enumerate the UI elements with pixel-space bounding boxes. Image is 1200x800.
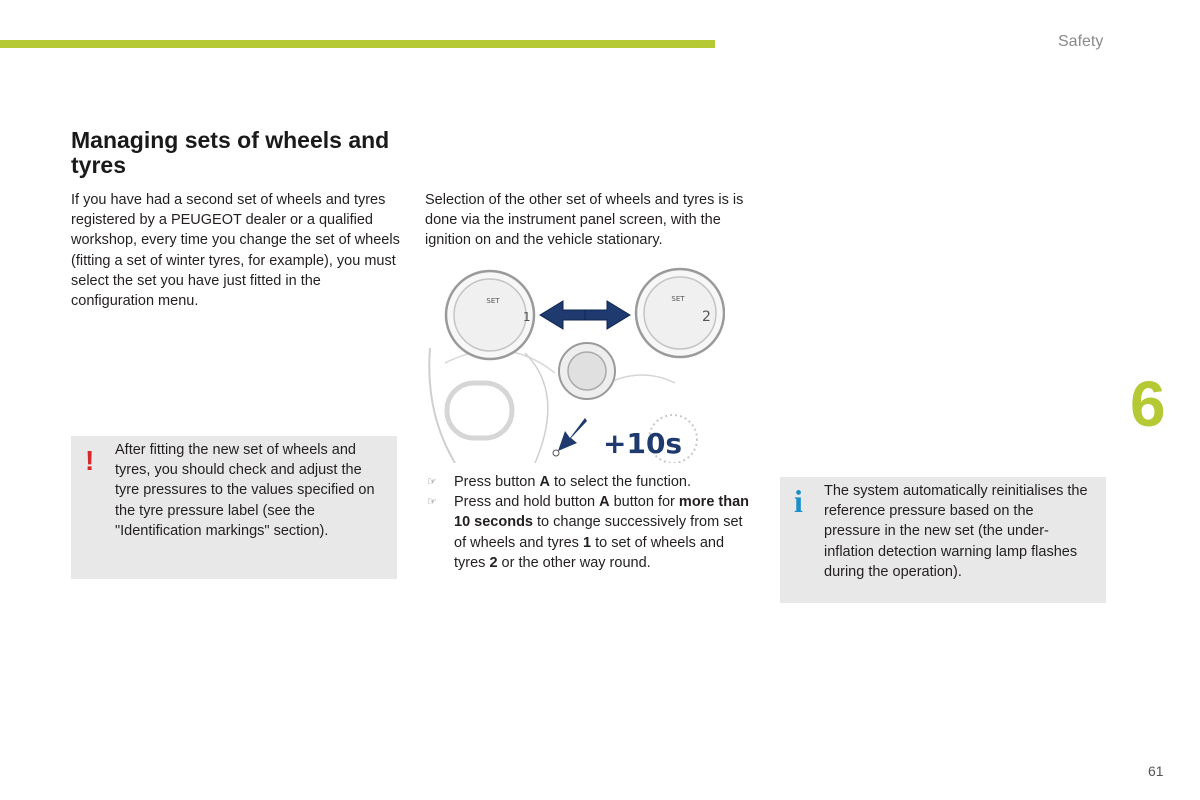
panel-arc [525, 353, 548, 463]
left-dial-label: SET [486, 297, 500, 305]
step-arrow-icon: ☞ [427, 476, 437, 488]
instruction-steps [425, 472, 755, 573]
timer-badge: +10s [603, 427, 683, 460]
step-arrow-icon: ☞ [427, 496, 437, 509]
press-arrow-icon [558, 418, 587, 451]
section-title: Safety [1058, 33, 1104, 50]
press-point [553, 450, 559, 456]
info-notice [780, 477, 1106, 603]
info-icon: i [794, 483, 803, 519]
page-title: Managing sets of wheels and tyres [71, 127, 390, 178]
selection-paragraph: Selection of the other set of wheels and tyres is is done via the instrument panel screen, with the ignition on and the vehicle stationary. [425, 192, 744, 249]
exclamation-icon: ! [85, 445, 95, 476]
info-text: The system automatically reinitialises the reference pressure based on the pressure in the new set (the under-inflation detection warning lamp flashes during the operation). [824, 483, 1088, 580]
right-arrow-icon [585, 301, 630, 329]
page-number: 61 [1148, 763, 1164, 779]
display-window [447, 383, 512, 438]
step-item: ☞ Press and hold button A button for more than 10 seconds to change successively from set of wheels and tyres 1 to set of wheels and tyres 2 or the other way round. [427, 494, 750, 571]
panel-arc [429, 348, 455, 463]
warning-text: After fitting the new set of wheels and tyres, you should check and adjust the tyre pressures to the values specified on the tyre pressure label (see the "Identification markings" section). [115, 442, 375, 539]
warning-notice [71, 436, 397, 579]
step-item: ☞ Press button A to select the function. [425, 472, 755, 492]
chapter-number: 6 [1130, 368, 1166, 440]
instrument-panel-figure [425, 263, 725, 463]
intro-paragraph: If you have had a second set of wheels and tyres registered by a PEUGEOT dealer or a qualified workshop, every time you change the set of wheels (fitting a set of winter tyres, for example), you must select the set you have just fitted in the configuration menu. [71, 192, 400, 310]
right-dial-label: SET [671, 295, 685, 303]
button-a-inner [568, 352, 606, 390]
right-dial-value: 2 [702, 309, 711, 325]
left-arrow-icon [540, 301, 585, 329]
left-dial-inner [454, 279, 526, 351]
left-dial-value: 1 [523, 310, 531, 324]
header-accent-bar [0, 40, 715, 48]
